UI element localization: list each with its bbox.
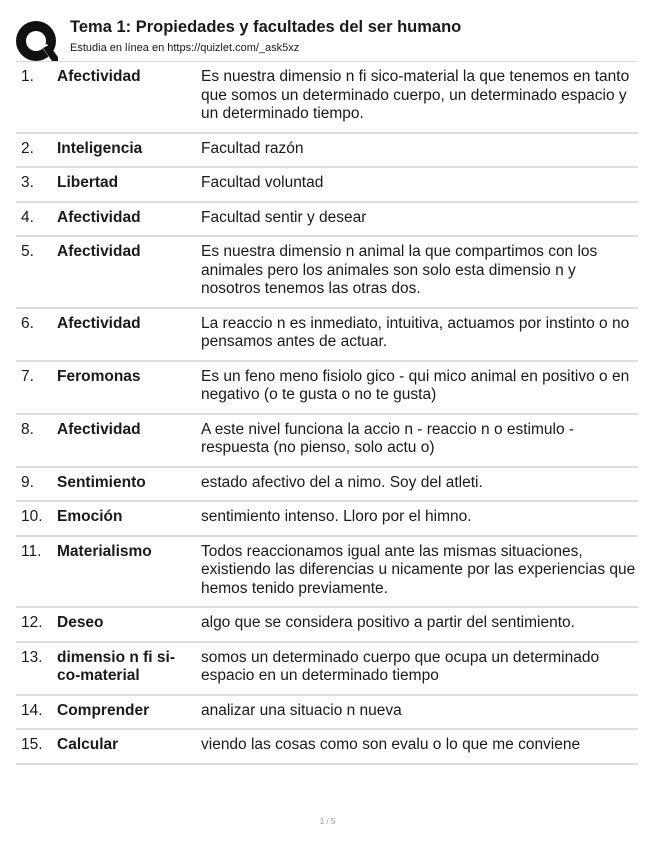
term: dimensio n fi si- co-material	[57, 648, 175, 684]
row-number: 3.	[21, 174, 34, 191]
table-row	[16, 502, 638, 537]
flashcard-table	[16, 61, 638, 765]
definition: Facultad razón	[201, 139, 304, 157]
definition: Facultad sentir y desear	[201, 208, 367, 226]
definition: La reaccio n es inmediato, intuitiva, actuamos por instinto o no pensamos antes de actuar.	[201, 314, 630, 350]
row-number: 12.	[21, 614, 43, 631]
table-row	[16, 309, 638, 362]
table-row	[16, 237, 638, 309]
definition: sentimiento intenso. Lloro por el himno.	[201, 508, 472, 525]
term: Afectividad	[57, 314, 141, 332]
definition: somos un determinado cuerpo que ocupa un determinado espacio en un determinado tiempo	[201, 648, 600, 684]
row-number: 1.	[21, 68, 34, 85]
row-number: 6.	[21, 314, 34, 332]
term: Inteligencia	[57, 139, 143, 157]
term: Deseo	[57, 614, 104, 631]
row-number: 8.	[21, 420, 34, 438]
definition: analizar una situacio n nueva	[201, 701, 402, 719]
table-row	[16, 468, 638, 503]
row-number: 5.	[21, 243, 34, 260]
term: Calcular	[57, 736, 119, 753]
definition: viendo las cosas como son evalu o lo que me conviene	[201, 736, 581, 753]
term: Materialismo	[57, 542, 152, 560]
row-number: 7.	[21, 367, 34, 385]
row-number: 15.	[21, 736, 43, 753]
definition: Todos reaccionamos igual ante las mismas situaciones, existiendo las diferencias u nicamente por las experiencias que hemos tenido previamente.	[201, 542, 636, 597]
definition: estado afectivo del a nimo. Soy del atleti.	[201, 473, 483, 491]
term: Sentimiento	[57, 473, 146, 491]
table-row	[16, 62, 638, 134]
term: Afectividad	[57, 208, 141, 226]
term: Comprender	[57, 701, 150, 719]
term: Emoción	[57, 508, 123, 525]
header	[16, 15, 641, 59]
study-online-link[interactable]: Estudia en línea en https://quizlet.com/_ask5xz	[70, 42, 300, 54]
table-row	[16, 608, 638, 643]
row-number: 11.	[21, 542, 42, 560]
definition: Es nuestra dimensio n animal la que compartimos con los animales pero los animales son solo esta dimensio n y nosotros tenemos las otras dos.	[201, 243, 598, 297]
definition: A este nivel funciona la accio n - reaccio n o estimulo - respuesta (no pienso, solo actu o)	[201, 420, 575, 456]
row-number: 9.	[21, 473, 34, 491]
table-row	[16, 643, 638, 696]
table-row	[16, 134, 638, 169]
term: Feromonas	[57, 367, 141, 385]
table-row	[16, 730, 638, 765]
table-row	[16, 203, 638, 238]
table-row	[16, 415, 638, 468]
table-row	[16, 696, 638, 731]
page-number: 1 / 5	[319, 817, 336, 826]
table-row	[16, 537, 638, 609]
row-number: 14.	[21, 701, 43, 719]
quizlet-q-logo-icon	[16, 21, 58, 63]
row-number: 13.	[21, 648, 43, 666]
row-number: 2.	[21, 139, 34, 157]
term: Afectividad	[57, 243, 141, 260]
definition: Facultad voluntad	[201, 174, 324, 191]
term: Libertad	[57, 174, 119, 191]
definition: Es nuestra dimensio n fi sico-material la que tenemos en tanto que somos un determinado cuerpo, un determinado espacio y un determinado tiempo.	[201, 68, 630, 122]
row-number: 4.	[21, 208, 34, 226]
definition: Es un feno meno fisiolo gico - qui mico animal en positivo o en negativo (o te gusta o no te gusta)	[201, 367, 630, 403]
row-number: 10.	[21, 508, 43, 525]
table-row	[16, 168, 638, 203]
term: Afectividad	[57, 68, 141, 85]
table-row	[16, 362, 638, 415]
term: Afectividad	[57, 420, 141, 438]
document-title: Tema 1: Propiedades y facultades del ser humano	[70, 18, 462, 36]
definition: algo que se considera positivo a partir del sentimiento.	[201, 614, 575, 631]
